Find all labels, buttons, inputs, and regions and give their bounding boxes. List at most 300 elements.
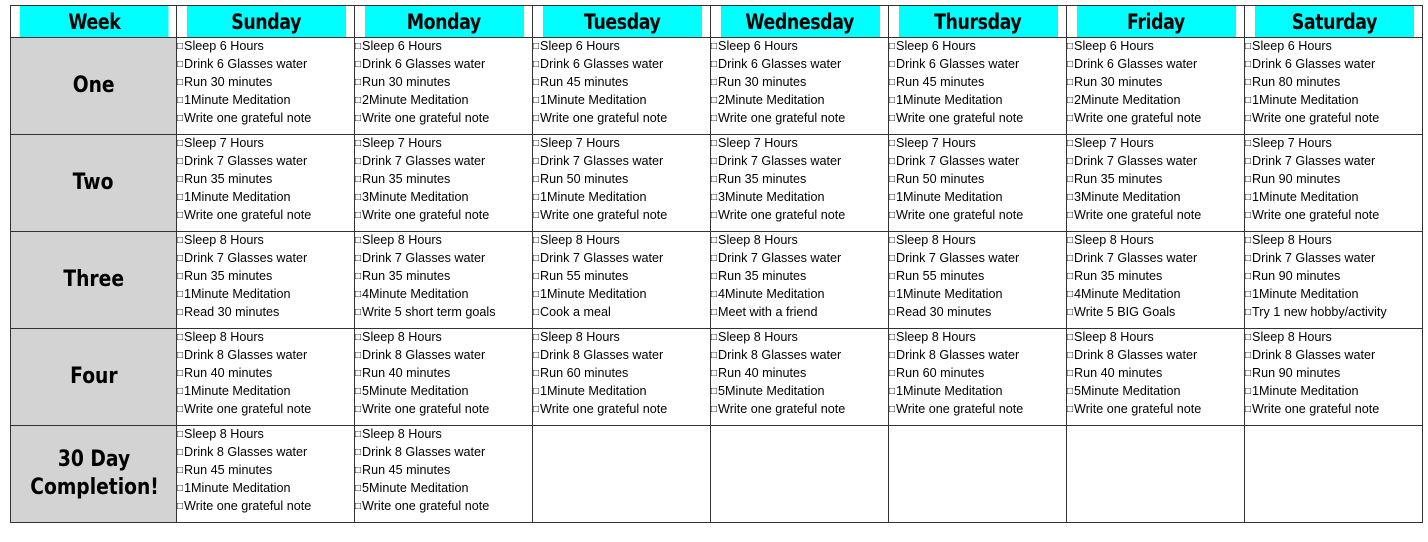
checkbox-icon[interactable]: □ <box>1245 271 1252 282</box>
task-item[interactable] <box>1245 38 1422 56</box>
task-item[interactable] <box>711 232 888 250</box>
checkbox-icon[interactable]: □ <box>355 447 362 458</box>
checkbox-icon[interactable]: □ <box>1245 41 1252 52</box>
task-item[interactable] <box>889 110 1066 128</box>
task-item[interactable] <box>355 286 532 304</box>
task-item[interactable] <box>1245 56 1422 74</box>
task-item[interactable] <box>711 365 888 383</box>
task-item[interactable] <box>355 189 532 207</box>
task-item[interactable] <box>355 444 532 462</box>
task-item[interactable] <box>1245 286 1422 304</box>
checkbox-icon[interactable]: □ <box>1067 404 1074 415</box>
checkbox-icon[interactable]: □ <box>355 465 362 476</box>
checkbox-icon[interactable]: □ <box>889 95 896 106</box>
checkbox-icon[interactable]: □ <box>711 113 718 124</box>
task-item[interactable] <box>889 232 1066 250</box>
task-item[interactable] <box>711 171 888 189</box>
checkbox-icon[interactable]: □ <box>355 386 362 397</box>
checkbox-icon[interactable]: □ <box>355 41 362 52</box>
task-item[interactable] <box>1067 304 1244 322</box>
task-item[interactable] <box>1245 232 1422 250</box>
task-item[interactable] <box>1067 74 1244 92</box>
task-item[interactable] <box>1067 383 1244 401</box>
task-item[interactable] <box>355 110 532 128</box>
checkbox-icon[interactable]: □ <box>1245 95 1252 106</box>
task-item[interactable] <box>355 383 532 401</box>
task-item[interactable] <box>355 498 532 516</box>
checkbox-icon[interactable]: □ <box>355 95 362 106</box>
task-item[interactable] <box>355 171 532 189</box>
checkbox-icon[interactable]: □ <box>177 307 184 318</box>
task-item[interactable] <box>177 401 354 419</box>
checkbox-icon[interactable]: □ <box>533 174 540 185</box>
task-item[interactable] <box>1245 329 1422 347</box>
task-item[interactable] <box>533 207 710 225</box>
checkbox-icon[interactable]: □ <box>1245 59 1252 70</box>
task-item[interactable] <box>711 383 888 401</box>
task-item[interactable] <box>177 153 354 171</box>
checkbox-icon[interactable]: □ <box>889 332 896 343</box>
checkbox-icon[interactable]: □ <box>1067 253 1074 264</box>
checkbox-icon[interactable]: □ <box>355 77 362 88</box>
task-item[interactable] <box>1067 232 1244 250</box>
checkbox-icon[interactable]: □ <box>1067 59 1074 70</box>
checkbox-icon[interactable]: □ <box>177 501 184 512</box>
checkbox-icon[interactable]: □ <box>889 156 896 167</box>
checkbox-icon[interactable]: □ <box>533 138 540 149</box>
checkbox-icon[interactable]: □ <box>177 174 184 185</box>
checkbox-icon[interactable]: □ <box>889 404 896 415</box>
task-item[interactable] <box>177 304 354 322</box>
task-item[interactable] <box>177 171 354 189</box>
task-item[interactable] <box>711 56 888 74</box>
task-item[interactable] <box>889 74 1066 92</box>
checkbox-icon[interactable]: □ <box>711 95 718 106</box>
checkbox-icon[interactable]: □ <box>533 235 540 246</box>
task-item[interactable] <box>1067 401 1244 419</box>
task-item[interactable] <box>1245 347 1422 365</box>
task-item[interactable] <box>533 56 710 74</box>
checkbox-icon[interactable]: □ <box>889 41 896 52</box>
checkbox-icon[interactable]: □ <box>1067 386 1074 397</box>
task-item[interactable] <box>1067 171 1244 189</box>
checkbox-icon[interactable]: □ <box>355 271 362 282</box>
checkbox-icon[interactable]: □ <box>177 156 184 167</box>
task-item[interactable] <box>1067 286 1244 304</box>
checkbox-icon[interactable]: □ <box>177 95 184 106</box>
checkbox-icon[interactable]: □ <box>533 41 540 52</box>
task-item[interactable] <box>1067 56 1244 74</box>
task-item[interactable] <box>1067 153 1244 171</box>
task-item[interactable] <box>177 135 354 153</box>
checkbox-icon[interactable]: □ <box>533 350 540 361</box>
checkbox-icon[interactable]: □ <box>711 41 718 52</box>
checkbox-icon[interactable]: □ <box>533 332 540 343</box>
task-item[interactable] <box>355 74 532 92</box>
checkbox-icon[interactable]: □ <box>533 271 540 282</box>
checkbox-icon[interactable]: □ <box>177 368 184 379</box>
task-item[interactable] <box>1067 250 1244 268</box>
task-item[interactable] <box>711 38 888 56</box>
task-item[interactable] <box>355 135 532 153</box>
checkbox-icon[interactable]: □ <box>1245 404 1252 415</box>
checkbox-icon[interactable]: □ <box>1245 156 1252 167</box>
task-item[interactable] <box>711 135 888 153</box>
task-item[interactable] <box>1245 365 1422 383</box>
task-item[interactable] <box>1245 171 1422 189</box>
checkbox-icon[interactable]: □ <box>355 404 362 415</box>
task-item[interactable] <box>533 286 710 304</box>
task-item[interactable] <box>177 74 354 92</box>
task-item[interactable] <box>355 426 532 444</box>
checkbox-icon[interactable]: □ <box>177 113 184 124</box>
checkbox-icon[interactable]: □ <box>355 289 362 300</box>
task-item[interactable] <box>889 365 1066 383</box>
task-item[interactable] <box>1245 383 1422 401</box>
task-item[interactable] <box>889 304 1066 322</box>
task-item[interactable] <box>1245 401 1422 419</box>
task-item[interactable] <box>177 480 354 498</box>
task-item[interactable] <box>533 92 710 110</box>
checkbox-icon[interactable]: □ <box>355 174 362 185</box>
task-item[interactable] <box>1067 365 1244 383</box>
task-item[interactable] <box>533 189 710 207</box>
task-item[interactable] <box>1067 329 1244 347</box>
checkbox-icon[interactable]: □ <box>533 77 540 88</box>
task-item[interactable] <box>1245 189 1422 207</box>
task-item[interactable] <box>889 38 1066 56</box>
task-item[interactable] <box>355 56 532 74</box>
task-item[interactable] <box>355 92 532 110</box>
task-item[interactable] <box>889 383 1066 401</box>
checkbox-icon[interactable]: □ <box>1245 332 1252 343</box>
task-item[interactable] <box>533 110 710 128</box>
checkbox-icon[interactable]: □ <box>711 386 718 397</box>
checkbox-icon[interactable]: □ <box>355 192 362 203</box>
checkbox-icon[interactable]: □ <box>533 95 540 106</box>
task-item[interactable] <box>1245 135 1422 153</box>
checkbox-icon[interactable]: □ <box>889 350 896 361</box>
task-item[interactable] <box>1245 250 1422 268</box>
checkbox-icon[interactable]: □ <box>355 307 362 318</box>
task-item[interactable] <box>533 329 710 347</box>
task-item[interactable] <box>711 401 888 419</box>
checkbox-icon[interactable]: □ <box>1067 113 1074 124</box>
checkbox-icon[interactable]: □ <box>889 368 896 379</box>
checkbox-icon[interactable]: □ <box>355 332 362 343</box>
checkbox-icon[interactable]: □ <box>1245 386 1252 397</box>
task-item[interactable] <box>533 232 710 250</box>
task-item[interactable] <box>177 268 354 286</box>
checkbox-icon[interactable]: □ <box>1067 307 1074 318</box>
task-item[interactable] <box>533 38 710 56</box>
checkbox-icon[interactable]: □ <box>1245 210 1252 221</box>
task-item[interactable] <box>355 38 532 56</box>
checkbox-icon[interactable]: □ <box>177 77 184 88</box>
task-item[interactable] <box>177 232 354 250</box>
checkbox-icon[interactable]: □ <box>1067 210 1074 221</box>
checkbox-icon[interactable]: □ <box>355 138 362 149</box>
checkbox-icon[interactable]: □ <box>1067 192 1074 203</box>
checkbox-icon[interactable]: □ <box>1067 271 1074 282</box>
task-item[interactable] <box>889 207 1066 225</box>
checkbox-icon[interactable]: □ <box>889 271 896 282</box>
task-item[interactable] <box>177 56 354 74</box>
task-item[interactable] <box>711 189 888 207</box>
task-item[interactable] <box>711 304 888 322</box>
task-item[interactable] <box>355 304 532 322</box>
checkbox-icon[interactable]: □ <box>355 501 362 512</box>
checkbox-icon[interactable]: □ <box>1067 368 1074 379</box>
checkbox-icon[interactable]: □ <box>889 210 896 221</box>
task-item[interactable] <box>1245 153 1422 171</box>
checkbox-icon[interactable]: □ <box>355 235 362 246</box>
checkbox-icon[interactable]: □ <box>177 483 184 494</box>
task-item[interactable] <box>177 110 354 128</box>
task-item[interactable] <box>889 401 1066 419</box>
checkbox-icon[interactable]: □ <box>177 253 184 264</box>
task-item[interactable] <box>889 56 1066 74</box>
checkbox-icon[interactable]: □ <box>1067 95 1074 106</box>
checkbox-icon[interactable]: □ <box>1245 77 1252 88</box>
task-item[interactable] <box>711 250 888 268</box>
task-item[interactable] <box>533 250 710 268</box>
task-item[interactable] <box>711 74 888 92</box>
task-item[interactable] <box>1067 92 1244 110</box>
checkbox-icon[interactable]: □ <box>1245 113 1252 124</box>
task-item[interactable] <box>355 250 532 268</box>
checkbox-icon[interactable]: □ <box>177 41 184 52</box>
task-item[interactable] <box>177 329 354 347</box>
checkbox-icon[interactable]: □ <box>1245 253 1252 264</box>
checkbox-icon[interactable]: □ <box>1067 289 1074 300</box>
task-item[interactable] <box>711 110 888 128</box>
task-item[interactable] <box>889 268 1066 286</box>
task-item[interactable] <box>533 383 710 401</box>
checkbox-icon[interactable]: □ <box>355 210 362 221</box>
task-item[interactable] <box>711 329 888 347</box>
task-item[interactable] <box>711 286 888 304</box>
checkbox-icon[interactable]: □ <box>177 465 184 476</box>
task-item[interactable] <box>177 365 354 383</box>
checkbox-icon[interactable]: □ <box>177 386 184 397</box>
checkbox-icon[interactable]: □ <box>1067 41 1074 52</box>
task-item[interactable] <box>177 347 354 365</box>
task-item[interactable] <box>889 92 1066 110</box>
task-item[interactable] <box>355 207 532 225</box>
checkbox-icon[interactable]: □ <box>177 447 184 458</box>
task-item[interactable] <box>711 207 888 225</box>
task-item[interactable] <box>1245 92 1422 110</box>
checkbox-icon[interactable]: □ <box>355 113 362 124</box>
task-item[interactable] <box>177 92 354 110</box>
checkbox-icon[interactable]: □ <box>1245 350 1252 361</box>
task-item[interactable] <box>889 189 1066 207</box>
checkbox-icon[interactable]: □ <box>355 368 362 379</box>
task-item[interactable] <box>355 401 532 419</box>
task-item[interactable] <box>1067 207 1244 225</box>
checkbox-icon[interactable]: □ <box>711 77 718 88</box>
checkbox-icon[interactable]: □ <box>711 350 718 361</box>
checkbox-icon[interactable]: □ <box>889 192 896 203</box>
checkbox-icon[interactable]: □ <box>1245 307 1252 318</box>
task-item[interactable] <box>177 250 354 268</box>
checkbox-icon[interactable]: □ <box>533 210 540 221</box>
checkbox-icon[interactable]: □ <box>355 429 362 440</box>
checkbox-icon[interactable]: □ <box>711 332 718 343</box>
task-item[interactable] <box>889 171 1066 189</box>
checkbox-icon[interactable]: □ <box>711 404 718 415</box>
checkbox-icon[interactable]: □ <box>177 210 184 221</box>
checkbox-icon[interactable]: □ <box>1245 138 1252 149</box>
checkbox-icon[interactable]: □ <box>533 307 540 318</box>
checkbox-icon[interactable]: □ <box>533 368 540 379</box>
checkbox-icon[interactable]: □ <box>355 156 362 167</box>
checkbox-icon[interactable]: □ <box>1067 350 1074 361</box>
checkbox-icon[interactable]: □ <box>711 271 718 282</box>
checkbox-icon[interactable]: □ <box>889 59 896 70</box>
checkbox-icon[interactable]: □ <box>1245 368 1252 379</box>
checkbox-icon[interactable]: □ <box>177 429 184 440</box>
task-item[interactable] <box>1245 304 1422 322</box>
task-item[interactable] <box>177 207 354 225</box>
task-item[interactable] <box>1245 268 1422 286</box>
checkbox-icon[interactable]: □ <box>177 138 184 149</box>
checkbox-icon[interactable]: □ <box>177 404 184 415</box>
task-item[interactable] <box>533 153 710 171</box>
task-item[interactable] <box>355 347 532 365</box>
task-item[interactable] <box>533 304 710 322</box>
checkbox-icon[interactable]: □ <box>711 174 718 185</box>
checkbox-icon[interactable]: □ <box>1067 138 1074 149</box>
checkbox-icon[interactable]: □ <box>177 192 184 203</box>
checkbox-icon[interactable]: □ <box>889 253 896 264</box>
task-item[interactable] <box>355 365 532 383</box>
checkbox-icon[interactable]: □ <box>355 59 362 70</box>
checkbox-icon[interactable]: □ <box>711 59 718 70</box>
checkbox-icon[interactable]: □ <box>177 59 184 70</box>
checkbox-icon[interactable]: □ <box>1245 192 1252 203</box>
task-item[interactable] <box>177 498 354 516</box>
checkbox-icon[interactable]: □ <box>1245 174 1252 185</box>
checkbox-icon[interactable]: □ <box>355 253 362 264</box>
checkbox-icon[interactable]: □ <box>889 307 896 318</box>
task-item[interactable] <box>177 383 354 401</box>
checkbox-icon[interactable]: □ <box>177 235 184 246</box>
checkbox-icon[interactable]: □ <box>711 235 718 246</box>
checkbox-icon[interactable]: □ <box>1067 174 1074 185</box>
checkbox-icon[interactable]: □ <box>889 289 896 300</box>
task-item[interactable] <box>711 268 888 286</box>
checkbox-icon[interactable]: □ <box>889 77 896 88</box>
task-item[interactable] <box>1067 38 1244 56</box>
checkbox-icon[interactable]: □ <box>177 271 184 282</box>
task-item[interactable] <box>355 329 532 347</box>
task-item[interactable] <box>1067 268 1244 286</box>
task-item[interactable] <box>177 462 354 480</box>
task-item[interactable] <box>1067 347 1244 365</box>
checkbox-icon[interactable]: □ <box>711 156 718 167</box>
checkbox-icon[interactable]: □ <box>533 404 540 415</box>
task-item[interactable] <box>889 347 1066 365</box>
task-item[interactable] <box>355 462 532 480</box>
checkbox-icon[interactable]: □ <box>1245 235 1252 246</box>
task-item[interactable] <box>533 401 710 419</box>
checkbox-icon[interactable]: □ <box>711 210 718 221</box>
task-item[interactable] <box>355 480 532 498</box>
checkbox-icon[interactable]: □ <box>533 289 540 300</box>
task-item[interactable] <box>177 38 354 56</box>
task-item[interactable] <box>177 189 354 207</box>
checkbox-icon[interactable]: □ <box>711 307 718 318</box>
task-item[interactable] <box>889 329 1066 347</box>
checkbox-icon[interactable]: □ <box>889 235 896 246</box>
task-item[interactable] <box>355 268 532 286</box>
task-item[interactable] <box>533 135 710 153</box>
checkbox-icon[interactable]: □ <box>889 138 896 149</box>
task-item[interactable] <box>711 153 888 171</box>
checkbox-icon[interactable]: □ <box>177 350 184 361</box>
checkbox-icon[interactable]: □ <box>533 59 540 70</box>
task-item[interactable] <box>533 268 710 286</box>
checkbox-icon[interactable]: □ <box>889 174 896 185</box>
task-item[interactable] <box>889 286 1066 304</box>
checkbox-icon[interactable]: □ <box>711 368 718 379</box>
task-item[interactable] <box>1245 207 1422 225</box>
checkbox-icon[interactable]: □ <box>711 192 718 203</box>
checkbox-icon[interactable]: □ <box>711 289 718 300</box>
task-item[interactable] <box>177 444 354 462</box>
task-item[interactable] <box>1067 110 1244 128</box>
checkbox-icon[interactable]: □ <box>533 253 540 264</box>
task-item[interactable] <box>1245 110 1422 128</box>
checkbox-icon[interactable]: □ <box>1067 156 1074 167</box>
checkbox-icon[interactable]: □ <box>533 113 540 124</box>
task-item[interactable] <box>533 365 710 383</box>
checkbox-icon[interactable]: □ <box>1067 332 1074 343</box>
checkbox-icon[interactable]: □ <box>1067 235 1074 246</box>
task-item[interactable] <box>1067 189 1244 207</box>
checkbox-icon[interactable]: □ <box>177 289 184 300</box>
checkbox-icon[interactable]: □ <box>355 350 362 361</box>
task-item[interactable] <box>355 232 532 250</box>
checkbox-icon[interactable]: □ <box>533 386 540 397</box>
checkbox-icon[interactable]: □ <box>1067 77 1074 88</box>
checkbox-icon[interactable]: □ <box>533 156 540 167</box>
checkbox-icon[interactable]: □ <box>889 113 896 124</box>
checkbox-icon[interactable]: □ <box>889 386 896 397</box>
task-item[interactable] <box>1245 74 1422 92</box>
task-item[interactable] <box>177 426 354 444</box>
task-item[interactable] <box>711 92 888 110</box>
checkbox-icon[interactable]: □ <box>1245 289 1252 300</box>
checkbox-icon[interactable]: □ <box>711 138 718 149</box>
task-item[interactable] <box>177 286 354 304</box>
task-item[interactable] <box>533 171 710 189</box>
task-item[interactable] <box>533 347 710 365</box>
checkbox-icon[interactable]: □ <box>355 483 362 494</box>
checkbox-icon[interactable]: □ <box>533 192 540 203</box>
task-item[interactable] <box>889 135 1066 153</box>
checkbox-icon[interactable]: □ <box>177 332 184 343</box>
task-item[interactable] <box>533 74 710 92</box>
task-item[interactable] <box>355 153 532 171</box>
checkbox-icon[interactable]: □ <box>711 253 718 264</box>
task-item[interactable] <box>1067 135 1244 153</box>
task-item[interactable] <box>889 250 1066 268</box>
task-item[interactable] <box>711 347 888 365</box>
task-item[interactable] <box>889 153 1066 171</box>
